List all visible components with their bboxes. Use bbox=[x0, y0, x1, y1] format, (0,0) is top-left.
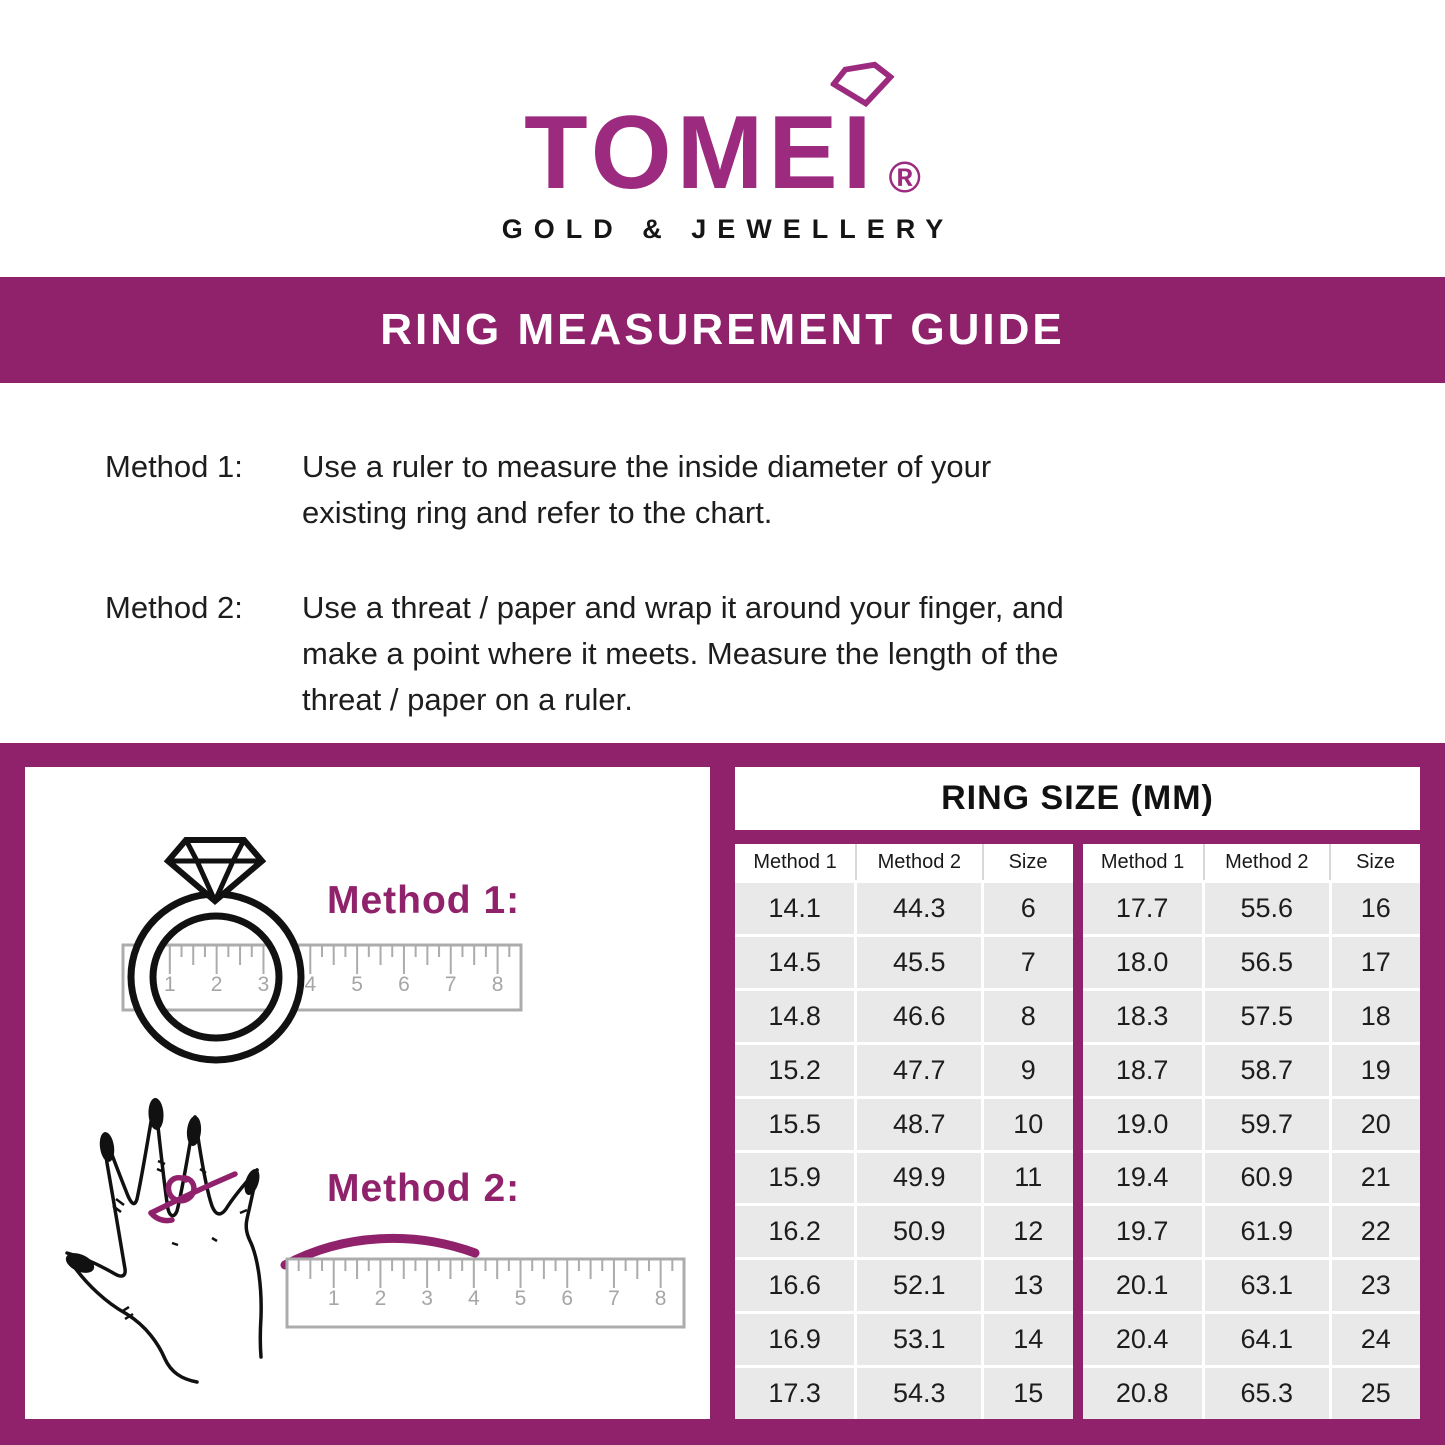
svg-text:8: 8 bbox=[654, 1287, 667, 1310]
table-cell: 47.7 bbox=[854, 1045, 981, 1096]
size-table-right bbox=[1083, 844, 1421, 1419]
table-cell: 15.9 bbox=[735, 1153, 854, 1204]
table-cell: 19.4 bbox=[1083, 1153, 1202, 1204]
table-row bbox=[735, 937, 1073, 988]
table-cell: 12 bbox=[981, 1206, 1072, 1257]
table-cell: 65.3 bbox=[1202, 1368, 1329, 1419]
method-2-instruction-label: Method 2: bbox=[105, 590, 243, 625]
brand-name-left: TOME bbox=[524, 95, 843, 211]
table-cell: 55.6 bbox=[1202, 883, 1329, 934]
svg-text:6: 6 bbox=[561, 1287, 574, 1310]
table-cell: 21 bbox=[1329, 1153, 1420, 1204]
svg-text:7: 7 bbox=[444, 973, 457, 996]
table-cell: 64.1 bbox=[1202, 1314, 1329, 1365]
table-row bbox=[735, 1314, 1073, 1365]
table-cell: 20.4 bbox=[1083, 1314, 1202, 1365]
svg-text:4: 4 bbox=[467, 1287, 480, 1310]
table-row bbox=[1083, 1045, 1421, 1096]
hand-illustration bbox=[55, 1083, 270, 1403]
method-1-label: Method 1: bbox=[327, 879, 521, 922]
table-cell: 19 bbox=[1329, 1045, 1420, 1096]
table-cell: 10 bbox=[981, 1099, 1072, 1150]
table-cell: 58.7 bbox=[1202, 1045, 1329, 1096]
finger-creases bbox=[113, 1161, 247, 1319]
table-cell: 11 bbox=[981, 1153, 1072, 1204]
table-row bbox=[1083, 1099, 1421, 1150]
table-cell: 18.3 bbox=[1083, 991, 1202, 1042]
table-cell: 15.2 bbox=[735, 1045, 854, 1096]
page-title: RING MEASUREMENT GUIDE bbox=[380, 305, 1065, 354]
brand-tagline: GOLD & JEWELLERY bbox=[501, 213, 955, 244]
table-row bbox=[735, 1260, 1073, 1311]
svg-text:2: 2 bbox=[210, 973, 223, 996]
table-cell: 20 bbox=[1329, 1099, 1420, 1150]
table-cell: 13 bbox=[981, 1260, 1072, 1311]
table-title: RING SIZE (MM) bbox=[735, 767, 1420, 830]
size-table-left bbox=[735, 844, 1073, 1419]
ring-diamond-icon bbox=[168, 840, 262, 901]
table-cell: 56.5 bbox=[1202, 937, 1329, 988]
diamond-icon bbox=[829, 61, 895, 109]
table-cell: 25 bbox=[1329, 1368, 1420, 1419]
table-rows-left bbox=[735, 880, 1073, 1419]
registered-mark-icon: ® bbox=[888, 152, 921, 202]
svg-text:1: 1 bbox=[163, 973, 176, 996]
svg-text:8: 8 bbox=[491, 973, 504, 996]
svg-text:2: 2 bbox=[374, 1287, 387, 1310]
table-cell: 50.9 bbox=[854, 1206, 981, 1257]
brand-name bbox=[524, 95, 877, 211]
brand-name-right: I bbox=[842, 95, 877, 211]
table-cell: 46.6 bbox=[854, 991, 981, 1042]
table-groups bbox=[735, 844, 1420, 1419]
table-cell: 63.1 bbox=[1202, 1260, 1329, 1311]
table-row bbox=[735, 1153, 1073, 1204]
table-cell: 16.6 bbox=[735, 1260, 854, 1311]
table-cell: 22 bbox=[1329, 1206, 1420, 1257]
svg-text:4: 4 bbox=[304, 973, 317, 996]
table-cell: 15.5 bbox=[735, 1099, 854, 1150]
ruler-1 bbox=[123, 945, 521, 1010]
svg-text:3: 3 bbox=[257, 973, 270, 996]
table-cell: 16.9 bbox=[735, 1314, 854, 1365]
instruction-line: threat / paper on a ruler. bbox=[302, 682, 633, 717]
table-cell: 61.9 bbox=[1202, 1206, 1329, 1257]
ring-size-table bbox=[735, 767, 1420, 1419]
column-header: Size bbox=[1329, 844, 1420, 880]
illustration-panel bbox=[25, 767, 710, 1419]
brand-name-i bbox=[842, 95, 877, 211]
table-cell: 16 bbox=[1329, 883, 1420, 934]
table-row bbox=[1083, 1314, 1421, 1365]
table-header-row bbox=[1083, 844, 1421, 880]
hand-outline bbox=[67, 1100, 261, 1382]
table-cell: 18 bbox=[1329, 991, 1420, 1042]
table-cell: 14.1 bbox=[735, 883, 854, 934]
table-cell: 6 bbox=[981, 883, 1072, 934]
table-row bbox=[1083, 883, 1421, 934]
table-row bbox=[735, 1206, 1073, 1257]
table-cell: 17.7 bbox=[1083, 883, 1202, 934]
table-cell: 9 bbox=[981, 1045, 1072, 1096]
svg-text:6: 6 bbox=[398, 973, 410, 996]
table-cell: 16.2 bbox=[735, 1206, 854, 1257]
svg-text:7: 7 bbox=[608, 1287, 620, 1310]
table-row bbox=[735, 1045, 1073, 1096]
fingernails bbox=[63, 1098, 263, 1277]
table-cell: 24 bbox=[1329, 1314, 1420, 1365]
table-rows-right bbox=[1083, 880, 1421, 1419]
table-row bbox=[735, 883, 1073, 934]
instruction-line: Use a ruler to measure the inside diameter of your bbox=[302, 449, 992, 484]
svg-text:5: 5 bbox=[351, 973, 363, 996]
svg-text:5: 5 bbox=[514, 1287, 527, 1310]
table-cell: 44.3 bbox=[854, 883, 981, 934]
table-cell: 54.3 bbox=[854, 1368, 981, 1419]
table-cell: 14.8 bbox=[735, 991, 854, 1042]
method-1-instruction-text bbox=[302, 444, 991, 536]
method-2-instruction-text bbox=[302, 585, 1064, 723]
table-row bbox=[1083, 937, 1421, 988]
table-cell: 49.9 bbox=[854, 1153, 981, 1204]
table-cell: 7 bbox=[981, 937, 1072, 988]
table-row bbox=[735, 1368, 1073, 1419]
method-2-instruction bbox=[105, 585, 1385, 723]
column-header: Size bbox=[982, 844, 1073, 880]
column-header: Method 2 bbox=[1203, 844, 1330, 880]
table-cell: 48.7 bbox=[854, 1099, 981, 1150]
table-cell: 20.8 bbox=[1083, 1368, 1202, 1419]
table-row bbox=[1083, 1368, 1421, 1419]
table-row bbox=[1083, 1260, 1421, 1311]
table-cell: 8 bbox=[981, 991, 1072, 1042]
table-cell: 17.3 bbox=[735, 1368, 854, 1419]
table-cell: 18.0 bbox=[1083, 937, 1202, 988]
table-cell: 20.1 bbox=[1083, 1260, 1202, 1311]
brand-logo bbox=[0, 95, 1445, 245]
instruction-line: make a point where it meets. Measure the length of the bbox=[302, 636, 1059, 671]
ring-ruler-illustration bbox=[85, 837, 555, 1077]
svg-text:3: 3 bbox=[421, 1287, 433, 1310]
instruction-line: Use a threat / paper and wrap it around your finger, and bbox=[302, 590, 1064, 625]
table-cell: 15 bbox=[981, 1368, 1072, 1419]
svg-text:1: 1 bbox=[327, 1287, 340, 1310]
table-cell: 59.7 bbox=[1202, 1099, 1329, 1150]
table-cell: 52.1 bbox=[854, 1260, 981, 1311]
table-header-row bbox=[735, 844, 1073, 880]
method-1-instruction bbox=[105, 444, 1385, 536]
thread-ruler-illustration bbox=[275, 1229, 695, 1339]
table-cell: 18.7 bbox=[1083, 1045, 1202, 1096]
method-1-instruction-label: Method 1: bbox=[105, 449, 243, 484]
table-cell: 57.5 bbox=[1202, 991, 1329, 1042]
table-cell: 19.7 bbox=[1083, 1206, 1202, 1257]
table-cell: 53.1 bbox=[854, 1314, 981, 1365]
table-row bbox=[735, 991, 1073, 1042]
table-cell: 14 bbox=[981, 1314, 1072, 1365]
table-row bbox=[735, 1099, 1073, 1150]
ruler-2 bbox=[287, 1259, 684, 1327]
brand-wordmark bbox=[0, 95, 1445, 211]
method-2-label: Method 2: bbox=[327, 1167, 521, 1210]
table-cell: 17 bbox=[1329, 937, 1420, 988]
table-row bbox=[1083, 1206, 1421, 1257]
measurement-panel bbox=[0, 743, 1445, 1445]
column-header: Method 2 bbox=[855, 844, 982, 880]
table-cell: 45.5 bbox=[854, 937, 981, 988]
table-cell: 60.9 bbox=[1202, 1153, 1329, 1204]
instructions bbox=[105, 444, 1385, 723]
table-cell: 19.0 bbox=[1083, 1099, 1202, 1150]
column-header: Method 1 bbox=[753, 850, 837, 873]
instruction-line: existing ring and refer to the chart. bbox=[302, 495, 773, 530]
table-row bbox=[1083, 991, 1421, 1042]
title-banner bbox=[0, 277, 1445, 383]
column-header: Method 1 bbox=[1100, 850, 1185, 873]
table-cell: 23 bbox=[1329, 1260, 1420, 1311]
table-row bbox=[1083, 1153, 1421, 1204]
table-cell: 14.5 bbox=[735, 937, 854, 988]
